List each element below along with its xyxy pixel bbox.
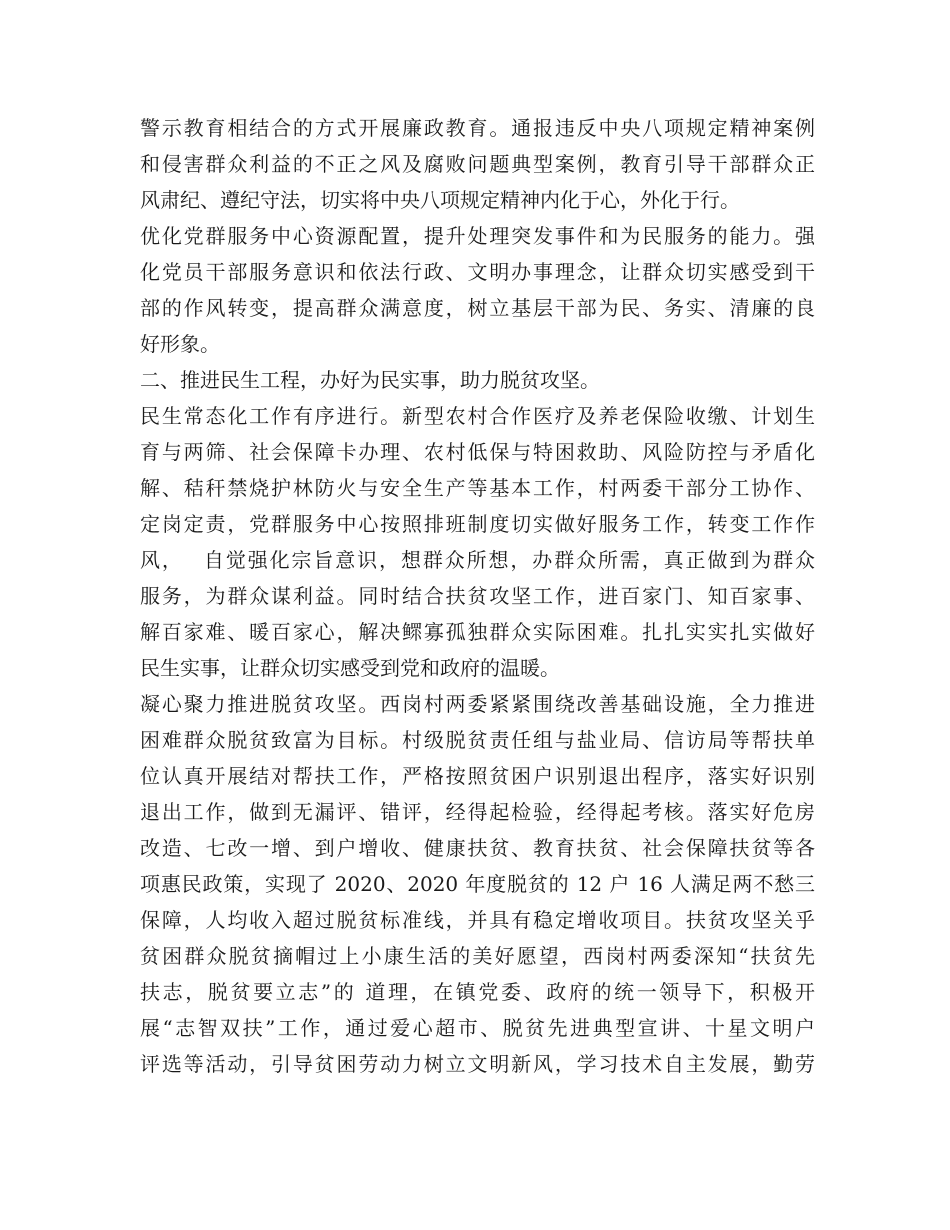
text-line: 好形象。 xyxy=(140,332,220,356)
text-line: 评选等活动，引导贫困劳动力树立文明新风，学习技术自主发展，勤劳 xyxy=(140,1052,815,1076)
text-line: 育与两筛、社会保障卡办理、农村低保与特困救助、风险防控与矛盾化 xyxy=(140,440,815,464)
text-line: 民生常态化工作有序进行。新型农村合作医疗及养老保险收缴、计划生 xyxy=(140,404,815,428)
text-line: 退出工作，做到无漏评、错评，经得起检验，经得起考核。落实好危房 xyxy=(140,800,815,824)
text-line: 优化党群服务中心资源配置，提升处理突发事件和为民服务的能力。强 xyxy=(140,224,815,248)
text-line: 民生实事，让群众切实感受到党和政府的温暖。 xyxy=(140,656,560,680)
document-body xyxy=(140,110,815,1082)
text-line: 保障，人均收入超过脱贫标准线，并具有稳定增收项目。扶贫攻坚关乎 xyxy=(140,908,815,932)
text-line: 改造、七改一增、到户增收、健康扶贫、教育扶贫、社会保障扶贫等各 xyxy=(140,836,815,860)
text-line: 服务，为群众谋利益。同时结合扶贫攻坚工作，进百家门、知百家事、 xyxy=(140,584,815,608)
text-line: 警示教育相结合的方式开展廉政教育。通报违反中央八项规定精神案例 xyxy=(140,116,815,140)
text-line: 展“志智双扶”工作，通过爱心超市、脱贫先进典型宣讲、十星文明户 xyxy=(140,1016,815,1040)
text-line: 困难群众脱贫致富为目标。村级脱贫责任组与盐业局、信访局等帮扶单 xyxy=(140,728,815,752)
text-line: 项惠民政策，实现了 2020、2020 年度脱贫的 12 户 16 人满足两不愁三 xyxy=(140,872,815,896)
text-line: 解百家难、暖百家心，解决鳏寡孤独群众实际困难。扎扎实实扎实做好 xyxy=(140,620,815,644)
text-line: 和侵害群众利益的不正之风及腐败问题典型案例，教育引导干部群众正 xyxy=(140,152,815,176)
text-line: 定岗定责，党群服务中心按照排班制度切实做好服务工作，转变工作作 xyxy=(140,512,815,536)
text-line: 凝心聚力推进脱贫攻坚。西岗村两委紧紧围绕改善基础设施，全力推进 xyxy=(140,692,815,716)
text-line: 二、推进民生工程，办好为民实事，助力脱贫攻坚。 xyxy=(140,368,600,392)
text-line: 风肃纪、遵纪守法，切实将中央八项规定精神内化于心，外化于行。 xyxy=(140,188,740,212)
text-line: 扶志，脱贫要立志”的 道理，在镇党委、政府的统一领导下，积极开 xyxy=(140,980,815,1004)
text-line: 部的作风转变，提高群众满意度，树立基层干部为民、务实、清廉的良 xyxy=(140,296,815,320)
text-line: 位认真开展结对帮扶工作，严格按照贫困户识别退出程序，落实好识别 xyxy=(140,764,815,788)
text-line: 贫困群众脱贫摘帽过上小康生活的美好愿望，西岗村两委深知“扶贫先 xyxy=(140,944,815,968)
text-line: 化党员干部服务意识和依法行政、文明办事理念，让群众切实感受到干 xyxy=(140,260,815,284)
text-line: 解、秸秆禁烧护林防火与安全生产等基本工作，村两委干部分工协作、 xyxy=(140,476,815,500)
text-line: 风， 自觉强化宗旨意识，想群众所想，办群众所需，真正做到为群众 xyxy=(140,548,815,572)
